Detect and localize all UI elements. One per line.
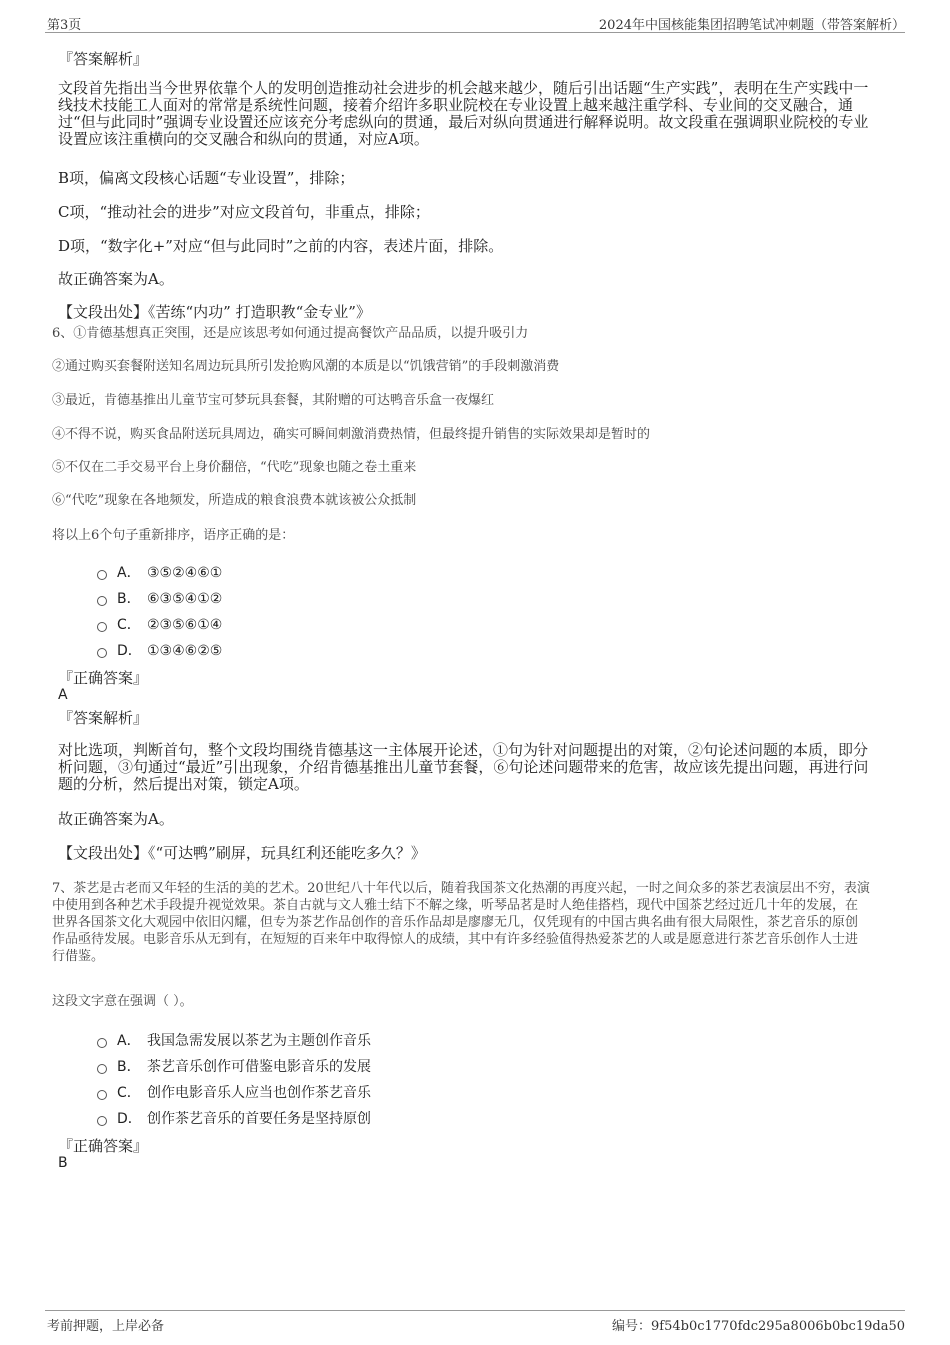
- radio-icon[interactable]: [97, 622, 107, 632]
- q6-sentence-5: ⑤不仅在二手交易平台上身价翻倍，“代吃”现象也随之卷土重来: [52, 460, 417, 475]
- q5-analysis: [58, 80, 898, 148]
- q6-correct-label: 『正确答案』: [58, 669, 149, 687]
- radio-icon[interactable]: [97, 1090, 107, 1100]
- radio-icon[interactable]: [97, 648, 107, 658]
- q6-sentence-2: ②通过购买套餐附送知名周边玩具所引发抢购风潮的本质是以“饥饿营销”的手段刺激消费: [52, 359, 560, 374]
- q6-option-b[interactable]: B． ⑥③⑤④①②: [97, 588, 222, 606]
- radio-icon[interactable]: [97, 596, 107, 606]
- q6-analysis-label: 『答案解析』: [58, 709, 149, 727]
- radio-icon[interactable]: [97, 1064, 107, 1074]
- radio-icon[interactable]: [97, 1116, 107, 1126]
- q5-analysis-line: 线技术技能工人面对的常常是系统性问题，接着介绍许多职业院校在专业设置上越来越注重学科、专业间的交叉融合，通: [58, 96, 854, 114]
- q5-analysis-label: 『答案解析』: [58, 50, 149, 68]
- q6-option-d[interactable]: D． ①③④⑥②⑤: [97, 640, 222, 658]
- q6-correct-answer: A: [58, 687, 68, 703]
- q7-passage-line: 世界各国茶文化大观园中依旧闪耀，但专为茶艺作品创作的音乐作品却是廖廖无几，仅凭现有的中国古典名曲有很大局限性，茶艺音乐的原创: [52, 915, 859, 930]
- page-header: [45, 12, 905, 33]
- q5-conclusion: 故正确答案为A。: [58, 270, 174, 288]
- q6-sentence-3: ③最近，肯德基推出儿童节宝可梦玩具套餐，其附赠的可达鸭音乐盒一夜爆红: [52, 393, 495, 408]
- page-number: 第3页: [47, 18, 82, 33]
- q7-option-d[interactable]: D． 创作茶艺音乐的首要任务是坚持原创: [97, 1108, 371, 1126]
- q5-option-d-analysis: D项，“数字化+”对应“但与此同时”之前的内容，表述片面，排除。: [58, 237, 504, 255]
- q7-passage-line: 中使用到各种艺术手段提升视觉效果。茶自古就与文人雅士结下不解之缘，听琴品茗是时人绝佳搭档，现代中国茶艺经过近几十年的发展，在: [52, 898, 859, 913]
- q6-sentence-1: 6、①肯德基想真正突围，还是应该思考如何通过提高餐饮产品品质，以提升吸引力: [52, 326, 529, 341]
- q7-option-a[interactable]: A． 我国急需发展以茶艺为主题创作音乐: [97, 1030, 371, 1048]
- radio-icon[interactable]: [97, 1038, 107, 1048]
- q7-passage: [52, 880, 902, 965]
- q6-analysis-line: 对比选项，判断首句，整个文段均围绕肯德基这一主体展开论述，①句为针对问题提出的对策，②句论述问题的本质，即分: [58, 741, 869, 759]
- q5-source: 【文段出处】《苦练“内功” 打造职教“金专业”》: [58, 303, 371, 321]
- page-footer: [45, 1310, 905, 1335]
- q7-passage-line: 作品亟待发展。电影音乐从无到有，在短短的百来年中取得惊人的成绩，其中有许多经验值得热爱茶艺的人或是愿意进行茶艺音乐创作人士进: [52, 932, 859, 947]
- q6-analysis: [58, 742, 898, 793]
- q7-option-b[interactable]: B． 茶艺音乐创作可借鉴电影音乐的发展: [97, 1056, 371, 1074]
- q7-correct-label: 『正确答案』: [58, 1137, 149, 1155]
- q6-conclusion: 故正确答案为A。: [58, 810, 174, 828]
- q7-passage-line: 行借鉴。: [52, 949, 105, 964]
- q5-analysis-line: 文段首先指出当今世界依靠个人的发明创造推动社会进步的机会越来越少，随后引出话题“生产实践”，表明在生产实践中一: [58, 79, 869, 97]
- q6-source: 【文段出处】《“可达鸭”刷屏，玩具红利还能吃多久？》: [58, 844, 426, 862]
- radio-icon[interactable]: [97, 570, 107, 580]
- q6-option-a[interactable]: A． ③⑤②④⑥①: [97, 562, 222, 580]
- q6-prompt: 将以上6个句子重新排序，语序正确的是：: [52, 528, 295, 543]
- document-id: 编号：9f54b0c1770fdc295a8006b0bc19da50: [612, 1319, 905, 1334]
- q6-analysis-line: 题的分析，然后提出对策，锁定A项。: [58, 775, 309, 793]
- q6-option-c[interactable]: C． ②③⑤⑥①④: [97, 614, 222, 632]
- q7-option-c[interactable]: C． 创作电影音乐人应当也创作茶艺音乐: [97, 1082, 371, 1100]
- q7-passage-line: 7、茶艺是古老而又年轻的生活的美的艺术。20世纪八十年代以后，随着我国茶文化热潮的再度兴起，一时之间众多的茶艺表演层出不穷，表演: [52, 881, 870, 896]
- q5-option-c-analysis: C项，“推动社会的进步”对应文段首句，非重点，排除；: [58, 203, 430, 221]
- q7-correct-answer: B: [58, 1155, 68, 1171]
- q5-option-b-analysis: B项，偏离文段核心话题“专业设置”，排除；: [58, 169, 355, 187]
- footer-slogan: 考前押题，上岸必备: [47, 1319, 165, 1334]
- q7-prompt: 这段文字意在强调（ ）。: [52, 994, 193, 1009]
- q6-sentence-4: ④不得不说，购买食品附送玩具周边，确实可瞬间刺激消费热情，但最终提升销售的实际效果却是暂时的: [52, 427, 651, 442]
- document-title: 2024年中国核能集团招聘笔试冲刺题（带答案解析）: [598, 18, 905, 33]
- q5-analysis-line: 设置应该注重横向的交叉融合和纵向的贯通，对应A项。: [58, 130, 429, 148]
- q6-sentence-6: ⑥“代吃”现象在各地频发，所造成的粮食浪费本就该被公众抵制: [52, 493, 417, 508]
- q5-analysis-line: 过“但与此同时”强调专业设置还应该充分考虑纵向的贯通，最后对纵向贯通进行解释说明。故文段重在强调职业院校的专业: [58, 113, 869, 131]
- q6-analysis-line: 析问题，③句通过“最近”引出现象，介绍肯德基推出儿童节套餐，⑥句论述问题带来的危害，故应该先提出问题，再进行问: [58, 758, 869, 776]
